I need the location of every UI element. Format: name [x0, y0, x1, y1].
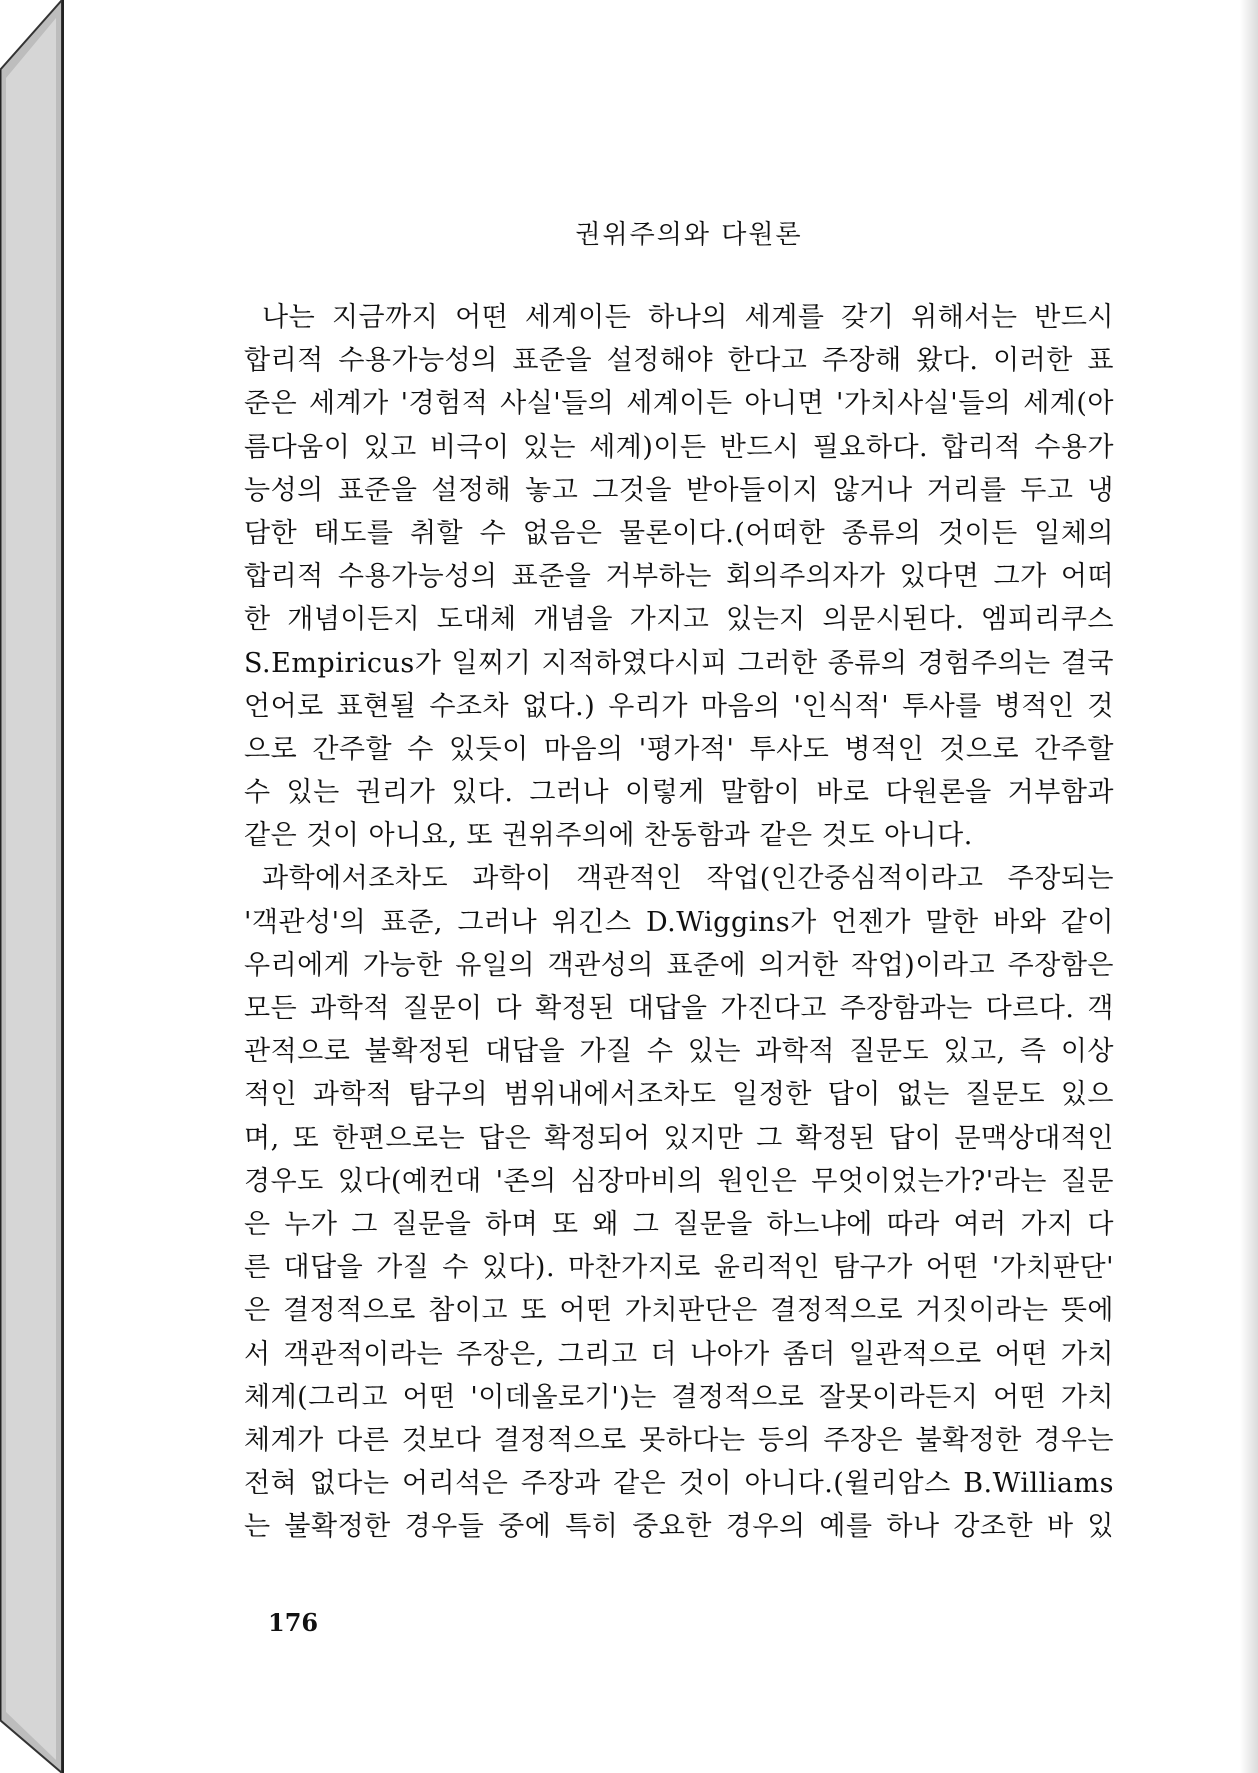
text-line: 은 누가 그 질문을 하며 또 왜 그 질문을 하느냐에 따라 여러 가지 다: [244, 1208, 1114, 1240]
text-line: '객관성'의 표준, 그러나 위긴스 D.Wiggins가 언젠가 말한 바와 같이: [244, 906, 1114, 938]
text-line: 서 객관적이라는 주장은, 그리고 더 나아가 좀더 일관적으로 어떤 가치: [244, 1338, 1114, 1370]
page-edge-shadow: [1240, 0, 1258, 1773]
text-line: 한 개념이든지 도대체 개념을 가지고 있는지 의문시된다. 엠피리쿠스: [244, 604, 1114, 636]
text-line: 은 결정적으로 참이고 또 어떤 가치판단은 결정적으로 거짓이라는 뜻에: [244, 1295, 1114, 1327]
text-line: 으로 간주할 수 있듯이 마음의 '평가적' 투사도 병적인 것으로 간주할: [244, 733, 1114, 765]
text-line: 능성의 표준을 설정해 놓고 그것을 받아들이지 않거나 거리를 두고 냉: [244, 474, 1114, 506]
text-line: 며, 또 한편으로는 답은 확정되어 있지만 그 확정된 답이 문맥상대적인: [244, 1122, 1114, 1154]
text-line: 체계가 다른 것보다 결정적으로 못하다는 등의 주장은 불확정한 경우는: [244, 1424, 1114, 1456]
text-line: 언어로 표현될 수조차 없다.) 우리가 마음의 '인식적' 투사를 병적인 것: [244, 690, 1114, 722]
text-line: 합리적 수용가능성의 표준을 설정해야 한다고 주장해 왔다. 이러한 표: [244, 345, 1114, 377]
text-line: 른 대답을 가질 수 있다). 마찬가지로 윤리적인 탐구가 어떤 '가치판단': [244, 1252, 1114, 1284]
text-line: 는 불확정한 경우들 중에 특히 중요한 경우의 예를 하나 강조한 바 있: [244, 1511, 1114, 1543]
text-line: 모든 과학적 질문이 다 확정된 대답을 가진다고 주장함과는 다르다. 객: [244, 993, 1114, 1024]
text-line: 관적으로 불확정된 대답을 가질 수 있는 과학적 질문도 있고, 즉 이상: [244, 1036, 1114, 1068]
text-line: S.Empiricus가 일찌기 지적하였다시피 그러한 종류의 경험주의는 결국: [244, 647, 1114, 679]
text-line: 경우도 있다(예컨대 '존의 심장마비의 원인은 무엇이었는가?'라는 질문: [244, 1165, 1114, 1197]
text-line: 나는 지금까지 어떤 세계이든 하나의 세계를 갖기 위해서는 반드시: [262, 302, 1114, 333]
text-line: 적인 과학적 탐구의 범위내에서조차도 일정한 답이 없는 질문도 있으: [244, 1079, 1114, 1111]
page-number: 176: [268, 1608, 319, 1637]
text-line: 전혀 없다는 어리석은 주장과 같은 것이 아니다.(윌리암스 B.Williams: [244, 1468, 1114, 1500]
text-line: 같은 것이 아니요, 또 권위주의에 찬동함과 같은 것도 아니다.: [244, 820, 973, 852]
text-line: 담한 태도를 취할 수 없음은 물론이다.(어떠한 종류의 것이든 일체의: [244, 517, 1114, 549]
text-line: 준은 세계가 '경험적 사실'들의 세계이든 아니면 '가치사실'들의 세계(아: [244, 388, 1114, 420]
text-line: 합리적 수용가능성의 표준을 거부하는 회의주의자가 있다면 그가 어떠: [244, 561, 1114, 593]
text-line: 름다움이 있고 비극이 있는 세계)이든 반드시 필요하다. 합리적 수용가: [244, 431, 1114, 463]
text-line: 우리에게 가능한 유일의 객관성의 표준에 의거한 작업)이라고 주장함은: [244, 949, 1114, 981]
running-head: 권위주의와 다원론: [575, 220, 803, 250]
text-line: 체계(그리고 어떤 '이데올로기')는 결정적으로 잘못이라든지 어떤 가치: [244, 1381, 1114, 1413]
body-text: [244, 296, 1114, 1548]
text-line: 과학에서조차도 과학이 객관적인 작업(인간중심적이라고 주장되는: [262, 863, 1114, 895]
text-line: 수 있는 권리가 있다. 그러나 이렇게 말함이 바로 다원론을 거부함과: [244, 777, 1114, 809]
